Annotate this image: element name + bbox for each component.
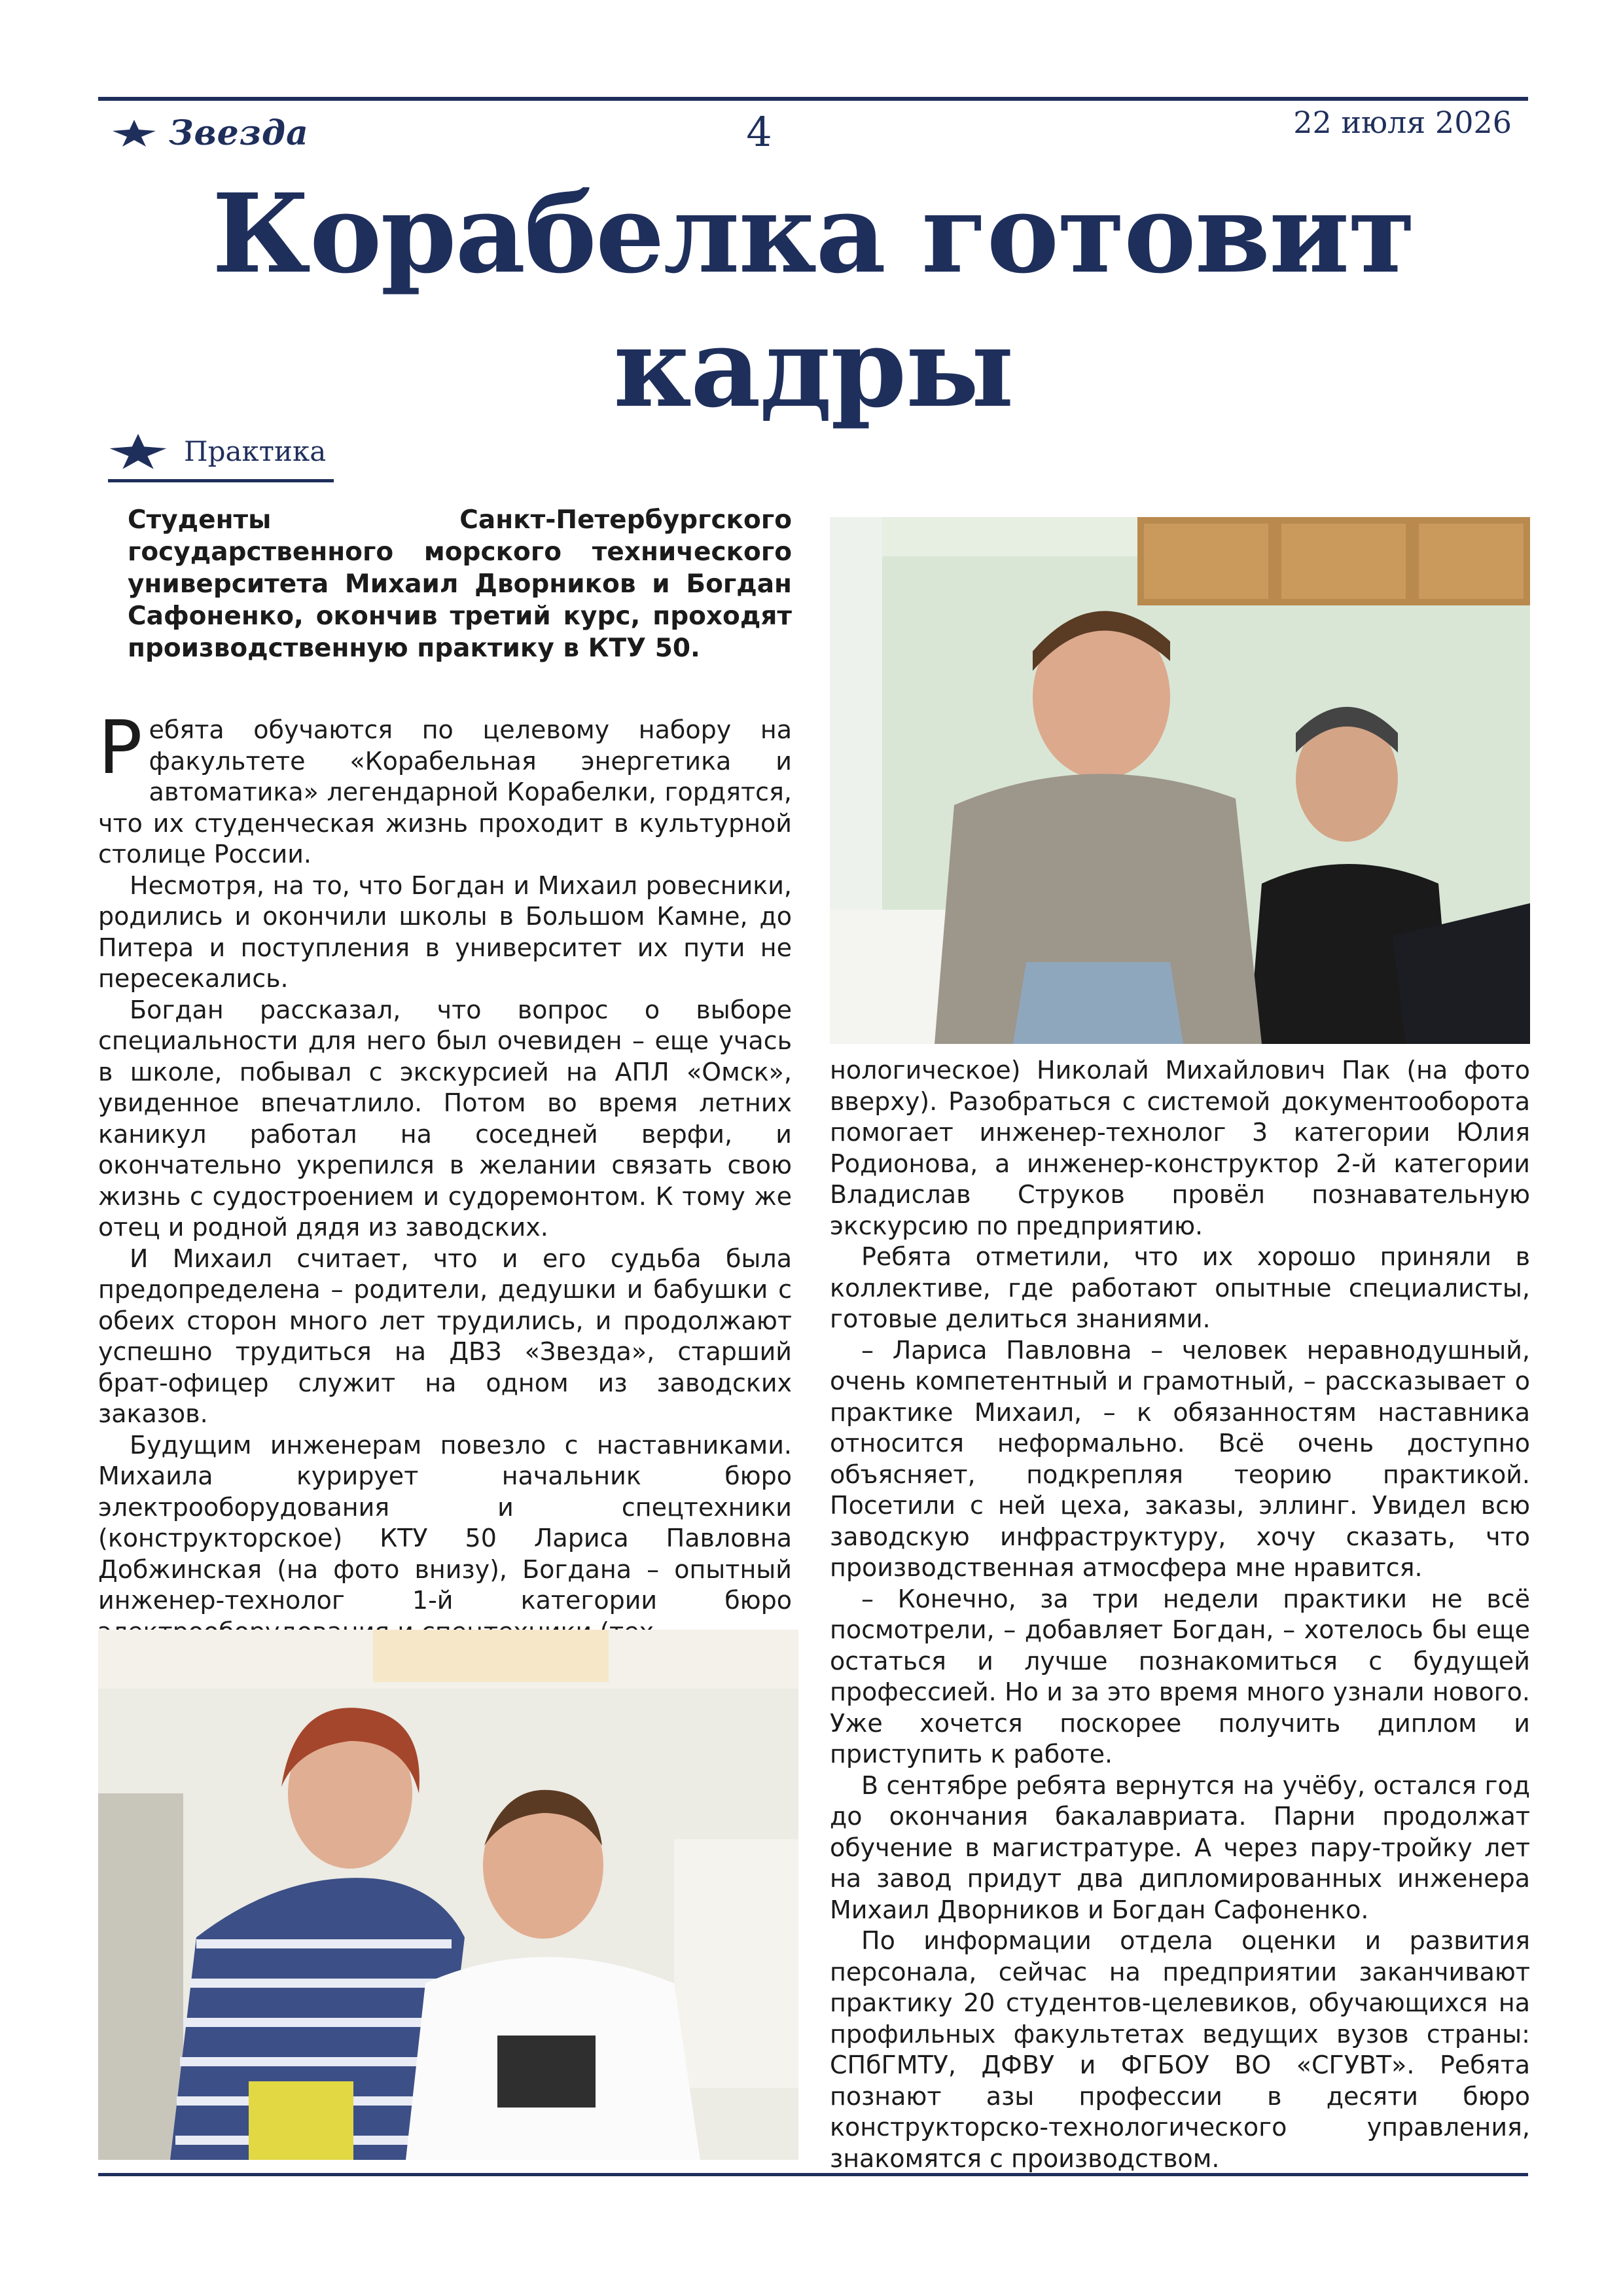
paragraph — [98, 706, 792, 870]
paragraph: – Конечно, за три недели практики не всё посмотрели, – добавляет Богдан, – хотелось бы еще остаться и лучше познакомиться с будущей профессией. Но и за это время много узнали нового. Уже хочется поскорее получить диплом и приступить к работе. — [830, 1584, 1530, 1768]
paper-name: Звезда — [169, 113, 309, 153]
article-lead: Студенты Санкт-Петербургского государственного морского технического университета Михаил Дворников и Богдан Сафоненко, окончив третий курс, проходят производственную практику в КТУ 50. — [128, 505, 792, 663]
left-column — [98, 706, 792, 1647]
paragraph: – Лариса Павловна – человек неравнодушный, очень компетентный и грамотный, – рассказывает о практике Михаил, – к обязанностям наставника относится неформально. Всё очень доступно объясняет, подкрепляя теорию практикой. Посетили с ней цеха, заказы, эллинг. Увидел всю заводскую инфраструктуру, хочу сказать, что производственная атмосфера мне нравится. — [830, 1335, 1530, 1582]
rubric — [108, 432, 326, 470]
right-column — [830, 1055, 1530, 2174]
paragraph: нологическое) Николай Михайлович Пак (на фото вверху). Разобраться с системой документооборота помогает инженер-технолог 3 категории Юлия Родионова, а инженер-конструктор 2-й категории Владислав Струков провёл познавательную экскурсию по предприятию. — [830, 1056, 1530, 1240]
issue-date: 22 июля 2026 — [1293, 105, 1512, 140]
rubric-label: Практика — [184, 435, 327, 467]
dropcap: Р — [98, 706, 143, 791]
paragraph: Несмотря, на то, что Богдан и Михаил ровесники, родились и окончили школы в Большом Камне, до Питера и поступления в университет их пути не пересекались. — [98, 870, 792, 993]
photo-mentor-and-student — [830, 517, 1530, 1044]
header-top-rule — [98, 97, 1528, 101]
paragraph-text: ебята обучаются по целевому набору на факультете «Корабельная энергетика и автоматика» легендарной Корабелки, гордятся, что их студенческая жизнь проходит в культурной столице России. — [98, 715, 792, 869]
rubric-underline — [108, 479, 334, 482]
masthead — [111, 110, 309, 156]
paragraph: Будущим инженерам повезло с наставниками. Михаила курирует начальник бюро электрооборудования и спецтехники (конструкторское) КТУ 50 Лариса Павловна Добжинская (на фото внизу), Богдана – опытный инженер-технолог 1-й категории бюро — [98, 1430, 792, 1615]
article-title: Корабелка готовит кадры — [211, 170, 1415, 432]
page-number: 4 — [746, 108, 772, 156]
footer-rule — [98, 2173, 1528, 2176]
paragraph: По информации отдела оценки и развития персонала, сейчас на предприятии заканчивают практику 20 студентов-целевиков, обучающихся на профильных факультетах ведущих вузов страны: СПбГМТУ, ДФВУ и ФГБОУ ВО «СГУВТ». Ребята познают азы профессии в десяти бюро конструкторско-технологического управления, знакомятся с производством. — [830, 1926, 1530, 2173]
paragraph: Ребята отметили, что их хорошо приняли в коллективе, где работают опытные специалисты, готовые делиться знаниями. — [830, 1242, 1530, 1333]
star-icon — [108, 432, 168, 470]
paragraph: И Михаил считает, что и его судьба была предопределена – родители, дедушки и бабушки с обеих сторон много лет трудились, и продолжают успешно трудиться на ДВЗ «Звезда», старший брат-офицер служит на одном из заводских заказов. — [98, 1244, 792, 1428]
photo-mentor-and-student-2 — [98, 1630, 798, 2160]
paragraph: В сентябре ребята вернутся на учёбу, остался год до окончания бакалавриата. Парни продолжат обучение в магистратуре. А через пару-тройку лет на завод придут два дипломированных инженера Михаил Дворников и Богдан Сафоненко. — [830, 1770, 1530, 1924]
star-icon — [111, 118, 157, 147]
paragraph: Богдан рассказал, что вопрос о выборе специальности для него был очевиден – еще учась в школе, побывал с экскурсией на АПЛ «Омск», увиденное впечатлило. Потом во время летних каникул работал на соседней верфи, и окончательно укрепился в желании связать свою жизнь с судостроением и судоремонтом. К тому же отец и родной дядя из заводских. — [98, 995, 792, 1242]
